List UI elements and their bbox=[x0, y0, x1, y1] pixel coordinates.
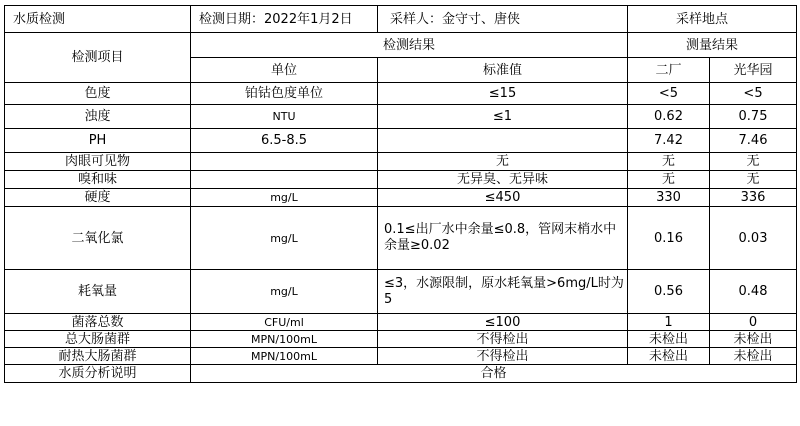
standard-cell: ≤1 bbox=[378, 105, 628, 129]
site2-cell: 无 bbox=[710, 171, 797, 189]
site2-cell: 无 bbox=[710, 153, 797, 171]
site1-cell: <5 bbox=[628, 83, 710, 105]
test-date: 检测日期：2022年1月2日 bbox=[191, 6, 378, 33]
unit-cell bbox=[191, 153, 378, 171]
site2-cell: 0.75 bbox=[710, 105, 797, 129]
item-cell: 嗅和味 bbox=[5, 171, 191, 189]
table-row bbox=[5, 207, 797, 270]
unit-cell: CFU/ml bbox=[191, 314, 378, 331]
item-cell: 耐热大肠菌群 bbox=[5, 348, 191, 365]
table-row bbox=[5, 331, 797, 348]
unit-cell bbox=[191, 171, 378, 189]
site1-cell: 330 bbox=[628, 189, 710, 207]
site1-cell: 0.62 bbox=[628, 105, 710, 129]
unit-cell: MPN/100mL bbox=[191, 331, 378, 348]
unit-column-header: 单位 bbox=[191, 58, 378, 83]
table-row bbox=[5, 348, 797, 365]
unit-cell: mg/L bbox=[191, 189, 378, 207]
item-cell: 肉眼可见物 bbox=[5, 153, 191, 171]
site2-cell: 0.48 bbox=[710, 270, 797, 314]
table-row bbox=[5, 314, 797, 331]
table-row bbox=[5, 83, 797, 105]
item-cell: 浊度 bbox=[5, 105, 191, 129]
site1-cell: 未检出 bbox=[628, 331, 710, 348]
site2-column-header: 光华园 bbox=[710, 58, 797, 83]
table-row bbox=[5, 189, 797, 207]
item-cell: 总大肠菌群 bbox=[5, 331, 191, 348]
table-row bbox=[5, 105, 797, 129]
site2-cell: 未检出 bbox=[710, 331, 797, 348]
standard-cell: ≤15 bbox=[378, 83, 628, 105]
site1-cell: 无 bbox=[628, 171, 710, 189]
standard-cell bbox=[378, 129, 628, 153]
standard-cell: ≤3，水源限制，原水耗氧量>6mg/L时为5 bbox=[378, 270, 628, 314]
site2-cell: 未检出 bbox=[710, 348, 797, 365]
site1-cell: 无 bbox=[628, 153, 710, 171]
table-title: 水质检测 bbox=[5, 6, 191, 33]
analysis-note-label: 水质分析说明 bbox=[5, 365, 191, 383]
header-row bbox=[5, 6, 797, 33]
site2-cell: 0.03 bbox=[710, 207, 797, 270]
site2-cell: 0 bbox=[710, 314, 797, 331]
item-cell: 色度 bbox=[5, 83, 191, 105]
footer-row bbox=[5, 365, 797, 383]
item-cell: 硬度 bbox=[5, 189, 191, 207]
table-row bbox=[5, 153, 797, 171]
sampling-location-label: 采样地点 bbox=[628, 6, 797, 33]
samplers: 采样人：金守寸、唐侠 bbox=[378, 6, 628, 33]
result-column-header: 检测结果 bbox=[191, 33, 628, 58]
unit-cell: mg/L bbox=[191, 270, 378, 314]
unit-cell: MPN/100mL bbox=[191, 348, 378, 365]
item-cell: 二氧化氯 bbox=[5, 207, 191, 270]
site1-cell: 1 bbox=[628, 314, 710, 331]
table-row bbox=[5, 270, 797, 314]
standard-column-header: 标准值 bbox=[378, 58, 628, 83]
standard-cell: 不得检出 bbox=[378, 331, 628, 348]
site1-cell: 0.16 bbox=[628, 207, 710, 270]
site1-cell: 0.56 bbox=[628, 270, 710, 314]
unit-cell: 6.5-8.5 bbox=[191, 129, 378, 153]
water-quality-table bbox=[4, 5, 797, 383]
site2-cell: 7.46 bbox=[710, 129, 797, 153]
unit-cell: mg/L bbox=[191, 207, 378, 270]
column-group-row bbox=[5, 33, 797, 58]
site1-cell: 未检出 bbox=[628, 348, 710, 365]
standard-cell: 无异臭、无异味 bbox=[378, 171, 628, 189]
standard-cell: 不得检出 bbox=[378, 348, 628, 365]
site2-cell: <5 bbox=[710, 83, 797, 105]
standard-cell: 0.1≤出厂水中余量≤0.8，管网末梢水中余量≥0.02 bbox=[378, 207, 628, 270]
standard-cell: ≤450 bbox=[378, 189, 628, 207]
table-row bbox=[5, 171, 797, 189]
item-cell: PH bbox=[5, 129, 191, 153]
site1-column-header: 二厂 bbox=[628, 58, 710, 83]
measured-column-header: 测量结果 bbox=[628, 33, 797, 58]
unit-cell: 铂钴色度单位 bbox=[191, 83, 378, 105]
unit-cell: NTU bbox=[191, 105, 378, 129]
analysis-conclusion: 合格 bbox=[191, 365, 797, 383]
standard-cell: 无 bbox=[378, 153, 628, 171]
standard-cell: ≤100 bbox=[378, 314, 628, 331]
item-cell: 菌落总数 bbox=[5, 314, 191, 331]
item-column-header: 检测项目 bbox=[5, 33, 191, 83]
item-cell: 耗氧量 bbox=[5, 270, 191, 314]
site2-cell: 336 bbox=[710, 189, 797, 207]
site1-cell: 7.42 bbox=[628, 129, 710, 153]
table-row bbox=[5, 129, 797, 153]
